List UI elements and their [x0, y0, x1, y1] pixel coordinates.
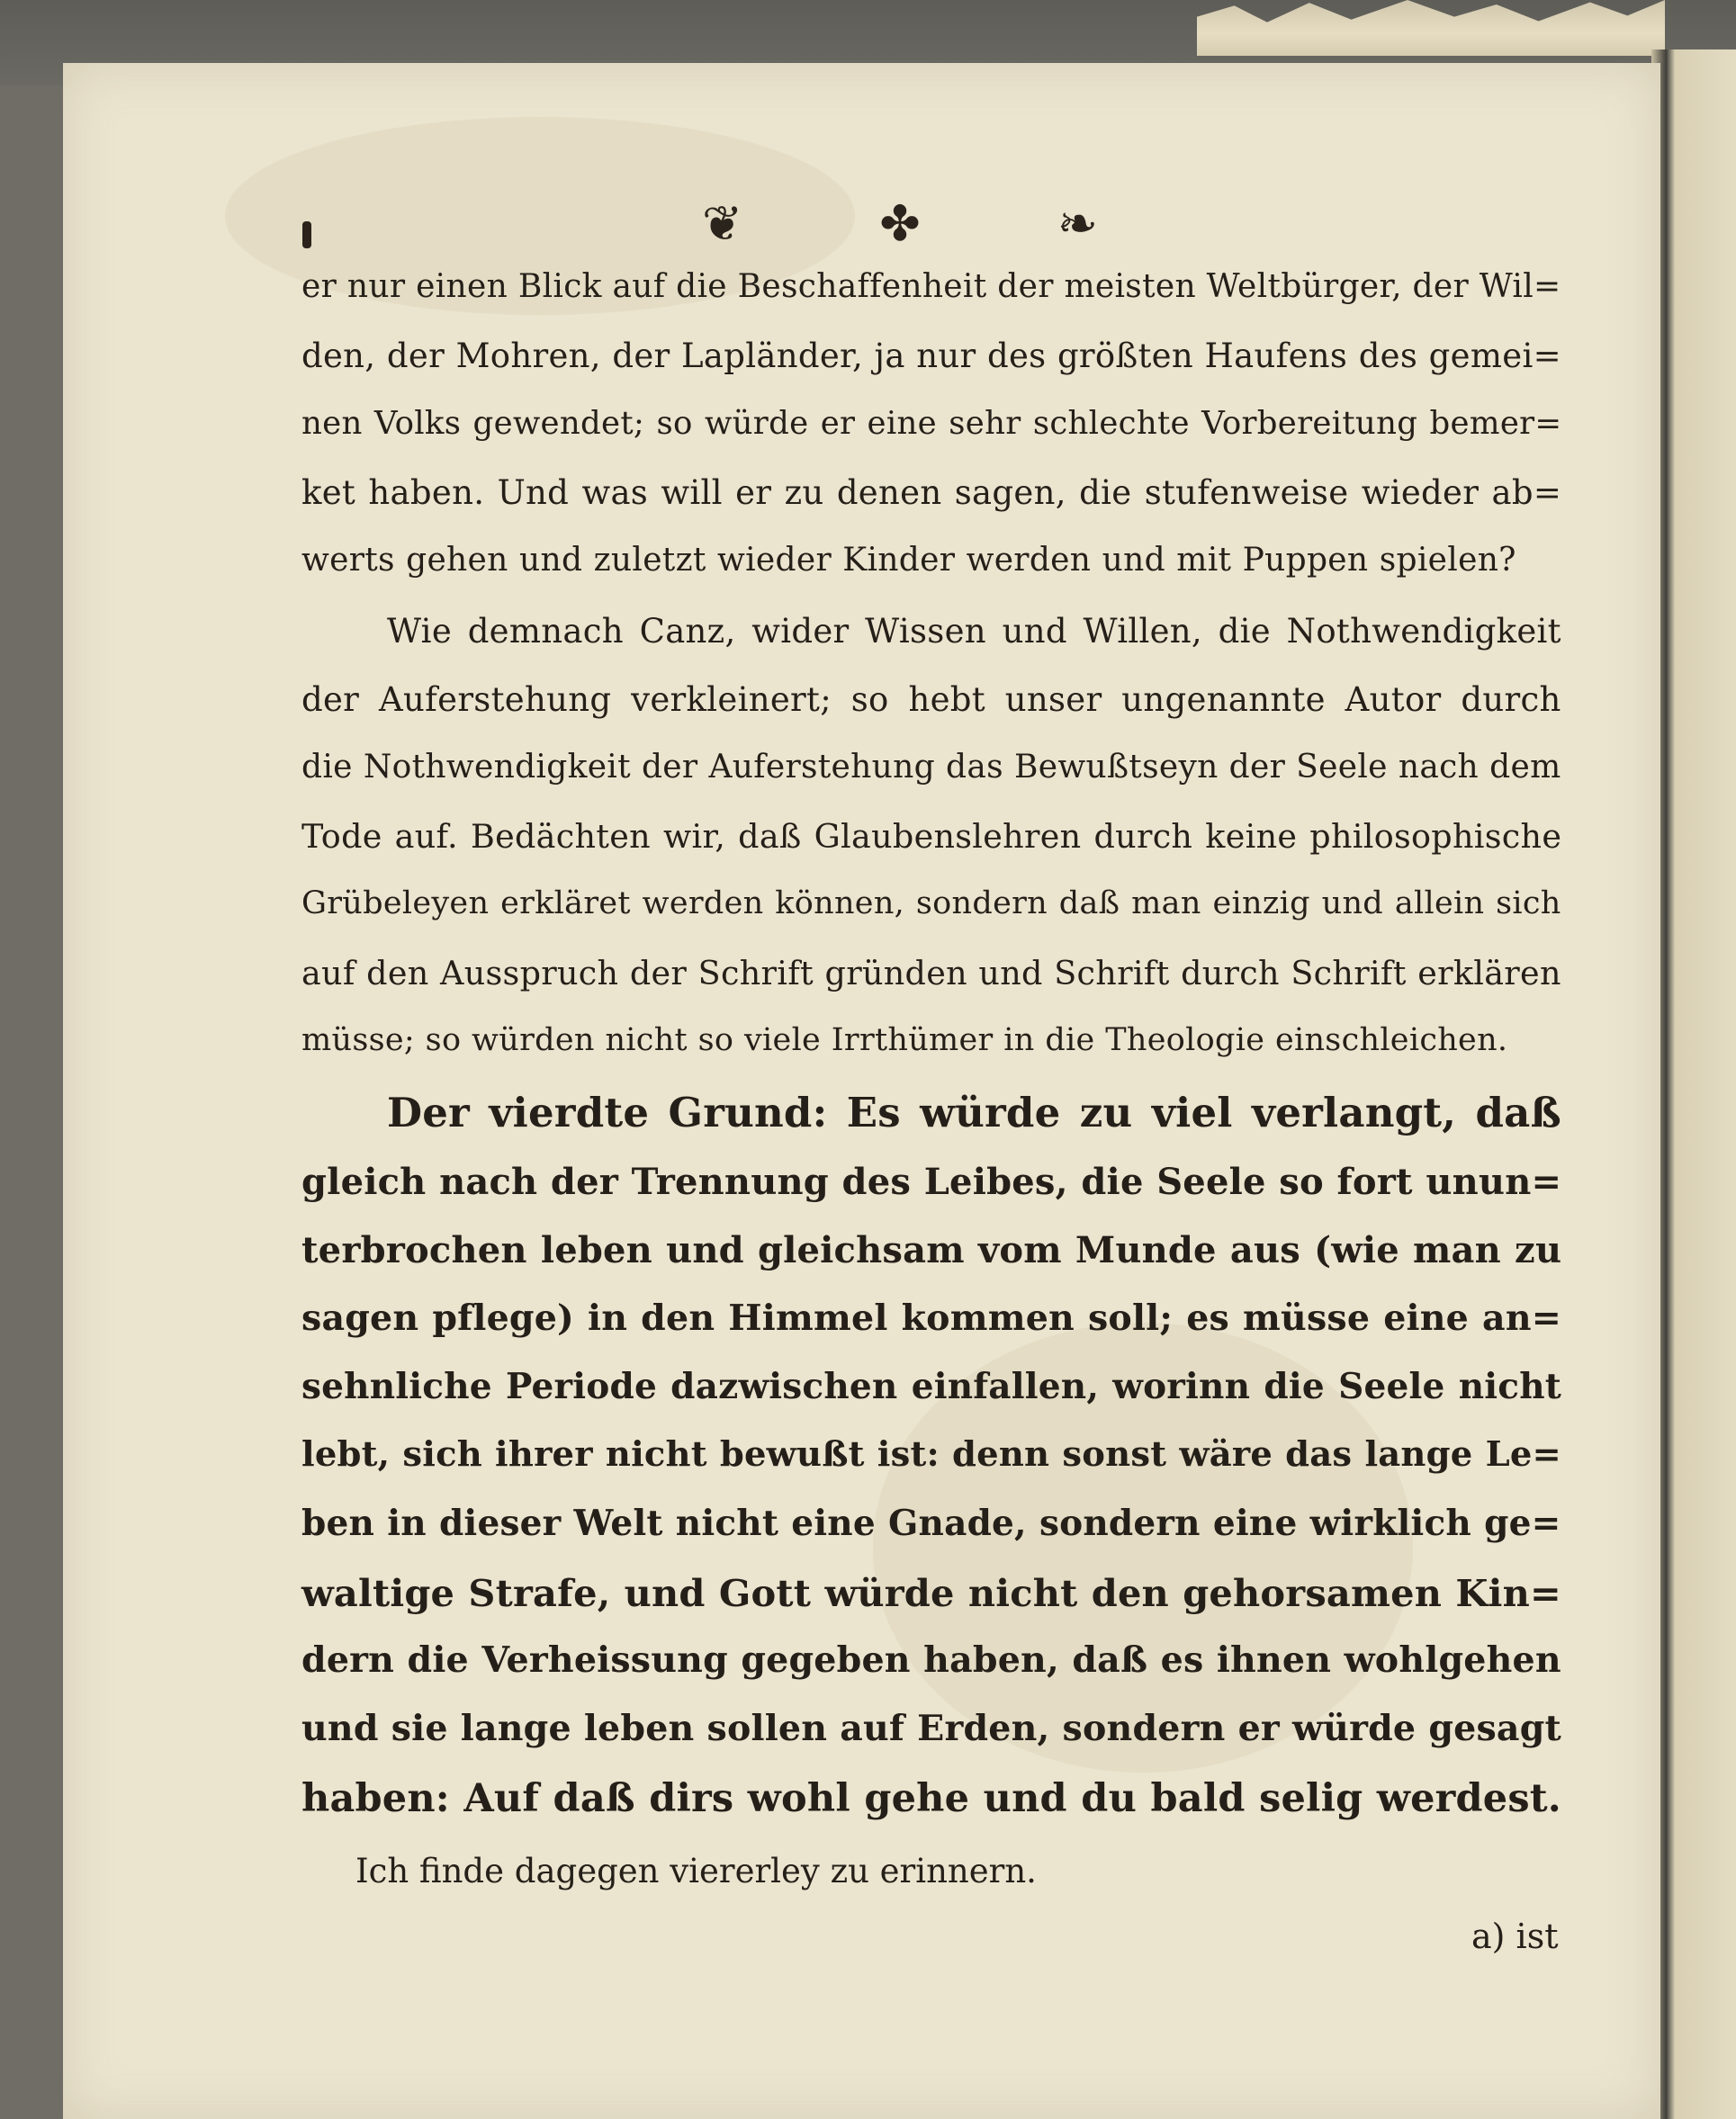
text-line: auf den Ausspruch der Schrift gründen und Schrift durch Schrift erklären [301, 954, 1561, 992]
text-line: nen Volks gewendet; so würde er eine sehr schlechte Vorbereitung bemer= [301, 405, 1562, 442]
text-line-heading: Der vierdte Grund: Es würde zu viel verlangt, daß [387, 1089, 1561, 1136]
text-line: Grübeleyen erkläret werden können, sondern daß man einzig und allein sich [301, 885, 1561, 921]
text-line: sehnliche Periode dazwischen einfallen, worinn die Seele nicht [301, 1366, 1561, 1407]
text-line: werts gehen und zuletzt wieder Kinder werden und mit Puppen spielen? [301, 542, 1516, 579]
text-line: er nur einen Blick auf die Beschaffenheit der meisten Weltbürger, der Wil= [301, 268, 1561, 305]
text-line: lebt, sich ihrer nicht bewußt ist: denn sonst wäre das lange Le= [301, 1434, 1562, 1475]
text-line: haben: Auf daß dirs wohl gehe und du bald selig werdest. [301, 1776, 1561, 1821]
text-line: terbrochen leben und gleichsam vom Munde aus (wie man zu [301, 1229, 1562, 1271]
ornament-center-icon: ✤ [879, 194, 921, 252]
text-line: Ich finde dagegen viererley zu erinnern. [355, 1852, 1037, 1890]
text-line: den, der Mohren, der Lapländer, ja nur des größten Haufens des gemei= [301, 337, 1561, 375]
ornament-right-icon: ❧ [1057, 194, 1098, 252]
text-line: gleich nach der Trennung des Leibes, die Seele so fort unun= [301, 1161, 1562, 1203]
margin-mark [302, 221, 311, 248]
facing-page-edge [1667, 49, 1736, 2119]
catchword: a) ist [1471, 1917, 1559, 1956]
text-line: müsse; so würden nicht so viele Irrthümer in die Theologie einschleichen. [301, 1022, 1508, 1058]
text-line: waltige Strafe, und Gott würde nicht den gehorsamen Kin= [301, 1571, 1561, 1615]
text-line: die Nothwendigkeit der Auferstehung das Bewußtseyn der Seele nach dem [301, 749, 1561, 786]
ornament-left-icon: ❦ [702, 194, 743, 252]
text-line: der Auferstehung verkleinert; so hebt unser ungenannte Autor durch [301, 680, 1561, 719]
text-line: und sie lange leben sollen auf Erden, sondern er würde gesagt [301, 1708, 1561, 1749]
text-line: Tode auf. Bedächten wir, daß Glaubenslehren durch keine philosophische [301, 817, 1562, 856]
text-line: ben in dieser Welt nicht eine Gnade, sondern eine wirklich ge= [301, 1503, 1561, 1544]
header-ornament [702, 196, 1098, 250]
text-line: Wie demnach Canz, wider Wissen und Willen, die Nothwendigkeit [387, 612, 1561, 651]
text-line: ket haben. Und was will er zu denen sagen, die stufenweise wieder ab= [301, 473, 1562, 512]
text-line: dern die Verheissung gegeben haben, daß es ihnen wohlgehen [301, 1639, 1561, 1681]
text-line: sagen pflege) in den Himmel kommen soll; es müsse eine an= [301, 1297, 1562, 1339]
